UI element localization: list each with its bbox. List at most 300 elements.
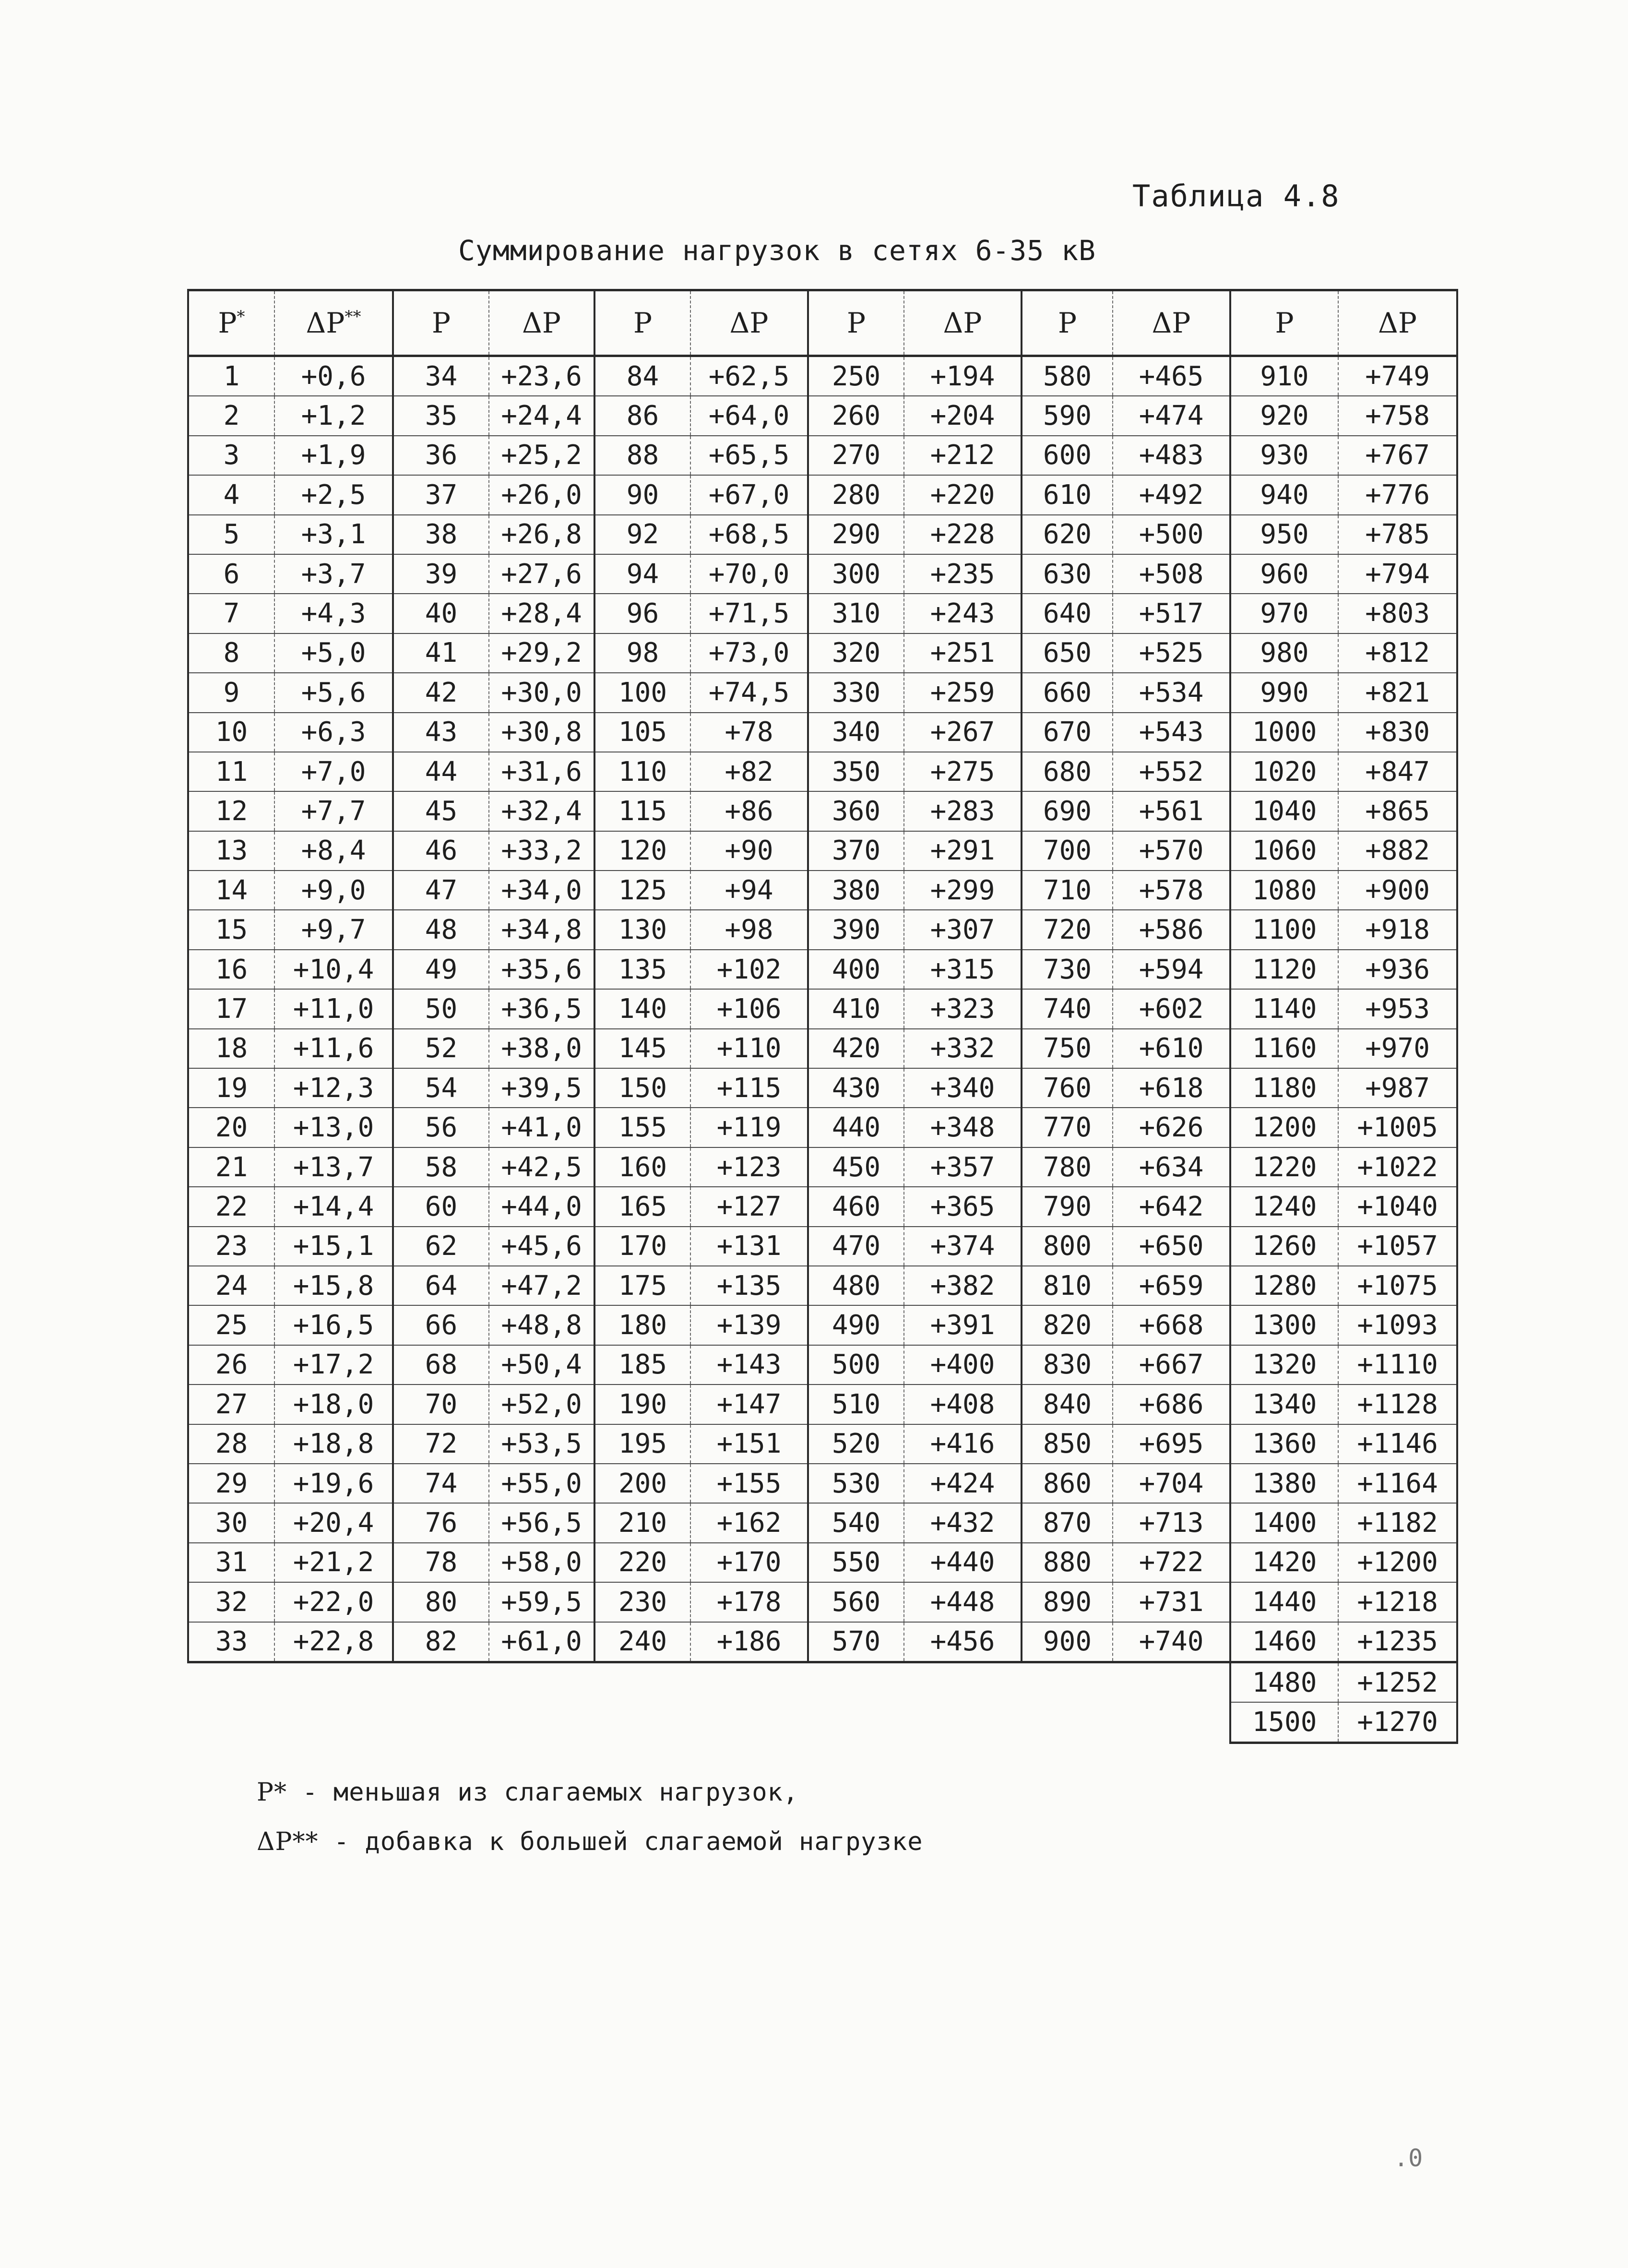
cell-load-p: 260 (808, 396, 904, 435)
cell-addition-delta-p: +865 (1338, 791, 1457, 831)
cell-addition-delta-p: +1110 (1338, 1345, 1457, 1385)
cell-addition-delta-p: +119 (690, 1108, 808, 1147)
cell-load-p: 1180 (1230, 1068, 1338, 1108)
cell-load-p: 21 (188, 1147, 274, 1187)
cell-addition-delta-p: +812 (1338, 633, 1457, 673)
cell-addition-delta-p: +94 (690, 871, 808, 910)
cell-addition-delta-p: +71,5 (690, 594, 808, 633)
cell-load-p: 18 (188, 1029, 274, 1068)
cell-load-p: 38 (393, 515, 489, 554)
cell-addition-delta-p: +0,6 (274, 356, 393, 396)
table-row (188, 1187, 1457, 1226)
footnote-lesser-load (257, 1778, 798, 1807)
cell-addition-delta-p: +34,8 (489, 910, 594, 949)
cell-load-p: 1140 (1230, 989, 1338, 1028)
cell-load-p (594, 1702, 690, 1743)
cell-addition-delta-p: +517 (1113, 594, 1230, 633)
cell-addition-delta-p: +900 (1338, 871, 1457, 910)
cell-addition-delta-p: +243 (904, 594, 1022, 633)
cell-load-p: 1240 (1230, 1187, 1338, 1226)
cell-addition-delta-p: +1164 (1338, 1464, 1457, 1503)
cell-load-p: 60 (393, 1187, 489, 1226)
cell-load-p: 12 (188, 791, 274, 831)
cell-addition-delta-p: +2,5 (274, 475, 393, 514)
cell-addition-delta-p: +267 (904, 713, 1022, 752)
cell-addition-delta-p: +882 (1338, 831, 1457, 871)
cell-load-p: 20 (188, 1108, 274, 1147)
column-header-p: P (393, 290, 489, 356)
cell-addition-delta-p: +695 (1113, 1424, 1230, 1464)
cell-addition-delta-p: +1040 (1338, 1187, 1457, 1226)
cell-load-p: 36 (393, 436, 489, 475)
cell-addition-delta-p: +47,2 (489, 1266, 594, 1305)
cell-addition-delta-p: +22,8 (274, 1622, 393, 1662)
cell-load-p: 13 (188, 831, 274, 871)
cell-load-p: 180 (594, 1305, 690, 1345)
table-row (188, 396, 1457, 435)
cell-addition-delta-p: +11,0 (274, 989, 393, 1028)
cell-load-p: 790 (1022, 1187, 1113, 1226)
cell-addition-delta-p: +44,0 (489, 1187, 594, 1226)
cell-load-p: 40 (393, 594, 489, 633)
cell-load-p: 630 (1022, 554, 1113, 594)
cell-load-p: 550 (808, 1543, 904, 1582)
cell-addition-delta-p (904, 1702, 1022, 1743)
cell-load-p: 980 (1230, 633, 1338, 673)
cell-addition-delta-p: +508 (1113, 554, 1230, 594)
cell-load-p (393, 1702, 489, 1743)
cell-load-p: 940 (1230, 475, 1338, 514)
cell-addition-delta-p: +32,4 (489, 791, 594, 831)
table-row (188, 1582, 1457, 1622)
cell-addition-delta-p: +28,4 (489, 594, 594, 633)
cell-load-p: 68 (393, 1345, 489, 1385)
cell-load-p: 92 (594, 515, 690, 554)
table-row (188, 1147, 1457, 1187)
cell-load-p: 850 (1022, 1424, 1113, 1464)
cell-load-p: 50 (393, 989, 489, 1028)
cell-addition-delta-p: +11,6 (274, 1029, 393, 1068)
cell-addition-delta-p: +86 (690, 791, 808, 831)
cell-addition-delta-p: +987 (1338, 1068, 1457, 1108)
cell-addition-delta-p: +543 (1113, 713, 1230, 752)
cell-addition-delta-p: +602 (1113, 989, 1230, 1028)
cell-addition-delta-p (1113, 1662, 1230, 1702)
table-row (188, 1702, 1457, 1743)
cell-load-p: 200 (594, 1464, 690, 1503)
cell-load-p: 175 (594, 1266, 690, 1305)
cell-addition-delta-p: +64,0 (690, 396, 808, 435)
cell-addition-delta-p: +23,6 (489, 356, 594, 396)
cell-addition-delta-p: +127 (690, 1187, 808, 1226)
cell-load-p: 43 (393, 713, 489, 752)
table-row (188, 1622, 1457, 1662)
cell-load-p: 150 (594, 1068, 690, 1108)
cell-load-p: 520 (808, 1424, 904, 1464)
table-row (188, 713, 1457, 752)
cell-load-p: 1340 (1230, 1385, 1338, 1424)
cell-addition-delta-p: +659 (1113, 1266, 1230, 1305)
cell-addition-delta-p: +42,5 (489, 1147, 594, 1187)
cell-load-p: 410 (808, 989, 904, 1028)
cell-addition-delta-p: +5,0 (274, 633, 393, 673)
cell-addition-delta-p: +740 (1113, 1622, 1230, 1662)
table-body (188, 356, 1457, 1743)
cell-addition-delta-p: +9,7 (274, 910, 393, 949)
cell-load-p: 620 (1022, 515, 1113, 554)
table-row (188, 831, 1457, 871)
cell-load-p (1022, 1702, 1113, 1743)
cell-addition-delta-p: +36,5 (489, 989, 594, 1028)
cell-addition-delta-p: +13,7 (274, 1147, 393, 1187)
cell-load-p: 1160 (1230, 1029, 1338, 1068)
table-row (188, 1068, 1457, 1108)
table-row (188, 950, 1457, 989)
cell-load-p: 34 (393, 356, 489, 396)
cell-load-p: 30 (188, 1503, 274, 1542)
cell-load-p: 470 (808, 1227, 904, 1266)
cell-load-p: 195 (594, 1424, 690, 1464)
cell-addition-delta-p: +275 (904, 752, 1022, 791)
cell-load-p: 250 (808, 356, 904, 396)
cell-addition-delta-p: +7,7 (274, 791, 393, 831)
cell-addition-delta-p: +299 (904, 871, 1022, 910)
table-row (188, 791, 1457, 831)
cell-addition-delta-p: +374 (904, 1227, 1022, 1266)
cell-addition-delta-p (489, 1662, 594, 1702)
cell-addition-delta-p: +650 (1113, 1227, 1230, 1266)
cell-load-p: 1460 (1230, 1622, 1338, 1662)
cell-load-p: 680 (1022, 752, 1113, 791)
cell-load-p: 780 (1022, 1147, 1113, 1187)
cell-load-p: 42 (393, 673, 489, 712)
cell-addition-delta-p: +570 (1113, 831, 1230, 871)
cell-addition-delta-p: +18,8 (274, 1424, 393, 1464)
cell-addition-delta-p: +704 (1113, 1464, 1230, 1503)
cell-addition-delta-p: +758 (1338, 396, 1457, 435)
cell-load-p: 82 (393, 1622, 489, 1662)
cell-addition-delta-p: +456 (904, 1622, 1022, 1662)
cell-load-p: 270 (808, 436, 904, 475)
cell-load-p: 66 (393, 1305, 489, 1345)
table-row (188, 752, 1457, 791)
cell-load-p: 35 (393, 396, 489, 435)
cell-load-p: 16 (188, 950, 274, 989)
cell-addition-delta-p: +70,0 (690, 554, 808, 594)
cell-addition-delta-p: +594 (1113, 950, 1230, 989)
column-header-p: P (1230, 290, 1338, 356)
cell-load-p: 185 (594, 1345, 690, 1385)
table-row (188, 871, 1457, 910)
cell-addition-delta-p: +65,5 (690, 436, 808, 475)
cell-addition-delta-p: +1252 (1338, 1662, 1457, 1702)
cell-load-p: 890 (1022, 1582, 1113, 1622)
cell-addition-delta-p: +33,2 (489, 831, 594, 871)
cell-load-p: 74 (393, 1464, 489, 1503)
cell-addition-delta-p: +794 (1338, 554, 1457, 594)
table-row (188, 554, 1457, 594)
cell-addition-delta-p: +194 (904, 356, 1022, 396)
cell-addition-delta-p: +474 (1113, 396, 1230, 435)
cell-addition-delta-p: +1005 (1338, 1108, 1457, 1147)
cell-addition-delta-p: +1235 (1338, 1622, 1457, 1662)
cell-load-p: 810 (1022, 1266, 1113, 1305)
table-row (188, 910, 1457, 949)
cell-addition-delta-p: +561 (1113, 791, 1230, 831)
cell-load-p: 990 (1230, 673, 1338, 712)
cell-load-p: 450 (808, 1147, 904, 1187)
cell-load-p: 8 (188, 633, 274, 673)
cell-load-p: 11 (188, 752, 274, 791)
cell-addition-delta-p (1113, 1702, 1230, 1743)
cell-load-p: 750 (1022, 1029, 1113, 1068)
cell-addition-delta-p: +578 (1113, 871, 1230, 910)
cell-addition-delta-p: +6,3 (274, 713, 393, 752)
cell-load-p: 640 (1022, 594, 1113, 633)
table-caption: Таблица 4.8 (1132, 179, 1340, 214)
cell-addition-delta-p: +58,0 (489, 1543, 594, 1582)
cell-addition-delta-p: +55,0 (489, 1464, 594, 1503)
cell-addition-delta-p: +1093 (1338, 1305, 1457, 1345)
cell-addition-delta-p (274, 1662, 393, 1702)
cell-load-p: 370 (808, 831, 904, 871)
cell-addition-delta-p: +1200 (1338, 1543, 1457, 1582)
cell-addition-delta-p: +16,5 (274, 1305, 393, 1345)
cell-addition-delta-p: +45,6 (489, 1227, 594, 1266)
cell-addition-delta-p: +8,4 (274, 831, 393, 871)
cell-load-p: 98 (594, 633, 690, 673)
cell-load-p: 1400 (1230, 1503, 1338, 1542)
cell-addition-delta-p: +31,6 (489, 752, 594, 791)
table-row (188, 1385, 1457, 1424)
cell-load-p: 165 (594, 1187, 690, 1226)
cell-load-p: 23 (188, 1227, 274, 1266)
cell-load-p: 910 (1230, 356, 1338, 396)
cell-addition-delta-p: +918 (1338, 910, 1457, 949)
cell-load-p: 9 (188, 673, 274, 712)
cell-load-p: 37 (393, 475, 489, 514)
cell-addition-delta-p: +26,8 (489, 515, 594, 554)
cell-addition-delta-p: +332 (904, 1029, 1022, 1068)
cell-load-p: 1360 (1230, 1424, 1338, 1464)
cell-addition-delta-p: +186 (690, 1622, 808, 1662)
cell-addition-delta-p: +668 (1113, 1305, 1230, 1345)
cell-load-p: 54 (393, 1068, 489, 1108)
cell-load-p: 160 (594, 1147, 690, 1187)
cell-load-p: 920 (1230, 396, 1338, 435)
cell-load-p: 1200 (1230, 1108, 1338, 1147)
cell-load-p: 1040 (1230, 791, 1338, 831)
cell-load-p: 115 (594, 791, 690, 831)
cell-addition-delta-p: +970 (1338, 1029, 1457, 1068)
cell-load-p: 570 (808, 1622, 904, 1662)
cell-addition-delta-p: +62,5 (690, 356, 808, 396)
cell-load-p (188, 1702, 274, 1743)
cell-load-p: 29 (188, 1464, 274, 1503)
cell-addition-delta-p: +440 (904, 1543, 1022, 1582)
cell-load-p: 47 (393, 871, 489, 910)
cell-addition-delta-p (690, 1702, 808, 1743)
cell-load-p: 32 (188, 1582, 274, 1622)
table-row (188, 1029, 1457, 1068)
cell-load-p: 1380 (1230, 1464, 1338, 1503)
cell-load-p (1022, 1662, 1113, 1702)
cell-addition-delta-p: +220 (904, 475, 1022, 514)
cell-addition-delta-p: +19,6 (274, 1464, 393, 1503)
cell-load-p: 24 (188, 1266, 274, 1305)
cell-addition-delta-p: +34,0 (489, 871, 594, 910)
footnote-symbol: P* (257, 1778, 287, 1807)
column-header-p: P (808, 290, 904, 356)
cell-addition-delta-p: +22,0 (274, 1582, 393, 1622)
cell-load-p: 240 (594, 1622, 690, 1662)
cell-addition-delta-p: +53,5 (489, 1424, 594, 1464)
cell-load-p: 84 (594, 356, 690, 396)
cell-load-p: 400 (808, 950, 904, 989)
cell-load-p: 4 (188, 475, 274, 514)
cell-addition-delta-p: +365 (904, 1187, 1022, 1226)
cell-load-p: 100 (594, 673, 690, 712)
cell-load-p (393, 1662, 489, 1702)
cell-addition-delta-p: +936 (1338, 950, 1457, 989)
table-row (188, 1266, 1457, 1305)
cell-load-p: 650 (1022, 633, 1113, 673)
cell-addition-delta-p: +98 (690, 910, 808, 949)
cell-load-p: 1120 (1230, 950, 1338, 989)
cell-addition-delta-p: +348 (904, 1108, 1022, 1147)
cell-addition-delta-p: +749 (1338, 356, 1457, 396)
cell-load-p: 80 (393, 1582, 489, 1622)
cell-addition-delta-p: +1022 (1338, 1147, 1457, 1187)
cell-load-p: 64 (393, 1266, 489, 1305)
cell-addition-delta-p: +416 (904, 1424, 1022, 1464)
cell-load-p: 740 (1022, 989, 1113, 1028)
cell-addition-delta-p: +228 (904, 515, 1022, 554)
cell-load-p: 930 (1230, 436, 1338, 475)
cell-addition-delta-p: +24,4 (489, 396, 594, 435)
cell-addition-delta-p: +50,4 (489, 1345, 594, 1385)
cell-load-p: 155 (594, 1108, 690, 1147)
cell-load-p: 350 (808, 752, 904, 791)
table-row (188, 436, 1457, 475)
cell-addition-delta-p: +18,0 (274, 1385, 393, 1424)
cell-addition-delta-p: +3,1 (274, 515, 393, 554)
table-row (188, 989, 1457, 1028)
column-header-delta-p: ΔP (1113, 290, 1230, 356)
cell-addition-delta-p: +30,8 (489, 713, 594, 752)
cell-load-p: 1440 (1230, 1582, 1338, 1622)
cell-addition-delta-p: +448 (904, 1582, 1022, 1622)
cell-load-p: 56 (393, 1108, 489, 1147)
cell-load-p: 560 (808, 1582, 904, 1622)
cell-addition-delta-p: +151 (690, 1424, 808, 1464)
cell-load-p: 62 (393, 1227, 489, 1266)
cell-load-p: 31 (188, 1543, 274, 1582)
page-number: .0 (1394, 2144, 1423, 2172)
cell-addition-delta-p: +26,0 (489, 475, 594, 514)
cell-load-p: 1500 (1230, 1702, 1338, 1743)
page-title: Суммирование нагрузок в сетях 6-35 кВ (458, 234, 1096, 267)
cell-load-p: 710 (1022, 871, 1113, 910)
cell-addition-delta-p: +626 (1113, 1108, 1230, 1147)
cell-load-p: 360 (808, 791, 904, 831)
cell-load-p: 970 (1230, 594, 1338, 633)
cell-addition-delta-p: +1182 (1338, 1503, 1457, 1542)
cell-load-p: 730 (1022, 950, 1113, 989)
cell-load-p: 44 (393, 752, 489, 791)
cell-addition-delta-p: +315 (904, 950, 1022, 989)
cell-addition-delta-p: +170 (690, 1543, 808, 1582)
cell-addition-delta-p: +67,0 (690, 475, 808, 514)
cell-load-p: 380 (808, 871, 904, 910)
cell-addition-delta-p: +259 (904, 673, 1022, 712)
cell-addition-delta-p: +123 (690, 1147, 808, 1187)
cell-load-p: 27 (188, 1385, 274, 1424)
cell-load-p: 320 (808, 633, 904, 673)
cell-addition-delta-p: +340 (904, 1068, 1022, 1108)
cell-addition-delta-p: +357 (904, 1147, 1022, 1187)
table-row (188, 1305, 1457, 1345)
cell-addition-delta-p: +78 (690, 713, 808, 752)
footnote-symbol: ΔP** (257, 1827, 319, 1856)
cell-load-p: 17 (188, 989, 274, 1028)
cell-load-p: 430 (808, 1068, 904, 1108)
cell-addition-delta-p: +204 (904, 396, 1022, 435)
table-row (188, 594, 1457, 633)
cell-load-p: 10 (188, 713, 274, 752)
cell-addition-delta-p: +408 (904, 1385, 1022, 1424)
cell-addition-delta-p: +178 (690, 1582, 808, 1622)
cell-addition-delta-p: +52,0 (489, 1385, 594, 1424)
table-row (188, 673, 1457, 712)
cell-load-p (808, 1702, 904, 1743)
cell-addition-delta-p: +7,0 (274, 752, 393, 791)
cell-load-p: 41 (393, 633, 489, 673)
footnote-addition (257, 1827, 923, 1856)
cell-load-p: 94 (594, 554, 690, 594)
cell-addition-delta-p: +102 (690, 950, 808, 989)
cell-addition-delta-p: +3,7 (274, 554, 393, 594)
cell-addition-delta-p: +465 (1113, 356, 1230, 396)
cell-load-p: 120 (594, 831, 690, 871)
cell-load-p: 720 (1022, 910, 1113, 949)
cell-load-p: 900 (1022, 1622, 1113, 1662)
cell-load-p: 860 (1022, 1464, 1113, 1503)
cell-addition-delta-p: +17,2 (274, 1345, 393, 1385)
cell-addition-delta-p: +25,2 (489, 436, 594, 475)
cell-addition-delta-p: +1218 (1338, 1582, 1457, 1622)
cell-load-p: 1 (188, 356, 274, 396)
cell-addition-delta-p: +291 (904, 831, 1022, 871)
cell-load-p: 52 (393, 1029, 489, 1068)
cell-addition-delta-p: +1146 (1338, 1424, 1457, 1464)
cell-addition-delta-p: +131 (690, 1227, 808, 1266)
cell-addition-delta-p (690, 1662, 808, 1702)
cell-addition-delta-p: +30,0 (489, 673, 594, 712)
cell-addition-delta-p: +483 (1113, 436, 1230, 475)
cell-load-p: 110 (594, 752, 690, 791)
cell-addition-delta-p: +35,6 (489, 950, 594, 989)
cell-load-p: 70 (393, 1385, 489, 1424)
load-summation-table (187, 289, 1458, 1744)
cell-load-p: 1480 (1230, 1662, 1338, 1702)
cell-load-p: 950 (1230, 515, 1338, 554)
cell-load-p: 690 (1022, 791, 1113, 831)
cell-addition-delta-p: +618 (1113, 1068, 1230, 1108)
cell-load-p: 440 (808, 1108, 904, 1147)
cell-addition-delta-p: +15,1 (274, 1227, 393, 1266)
cell-load-p: 25 (188, 1305, 274, 1345)
